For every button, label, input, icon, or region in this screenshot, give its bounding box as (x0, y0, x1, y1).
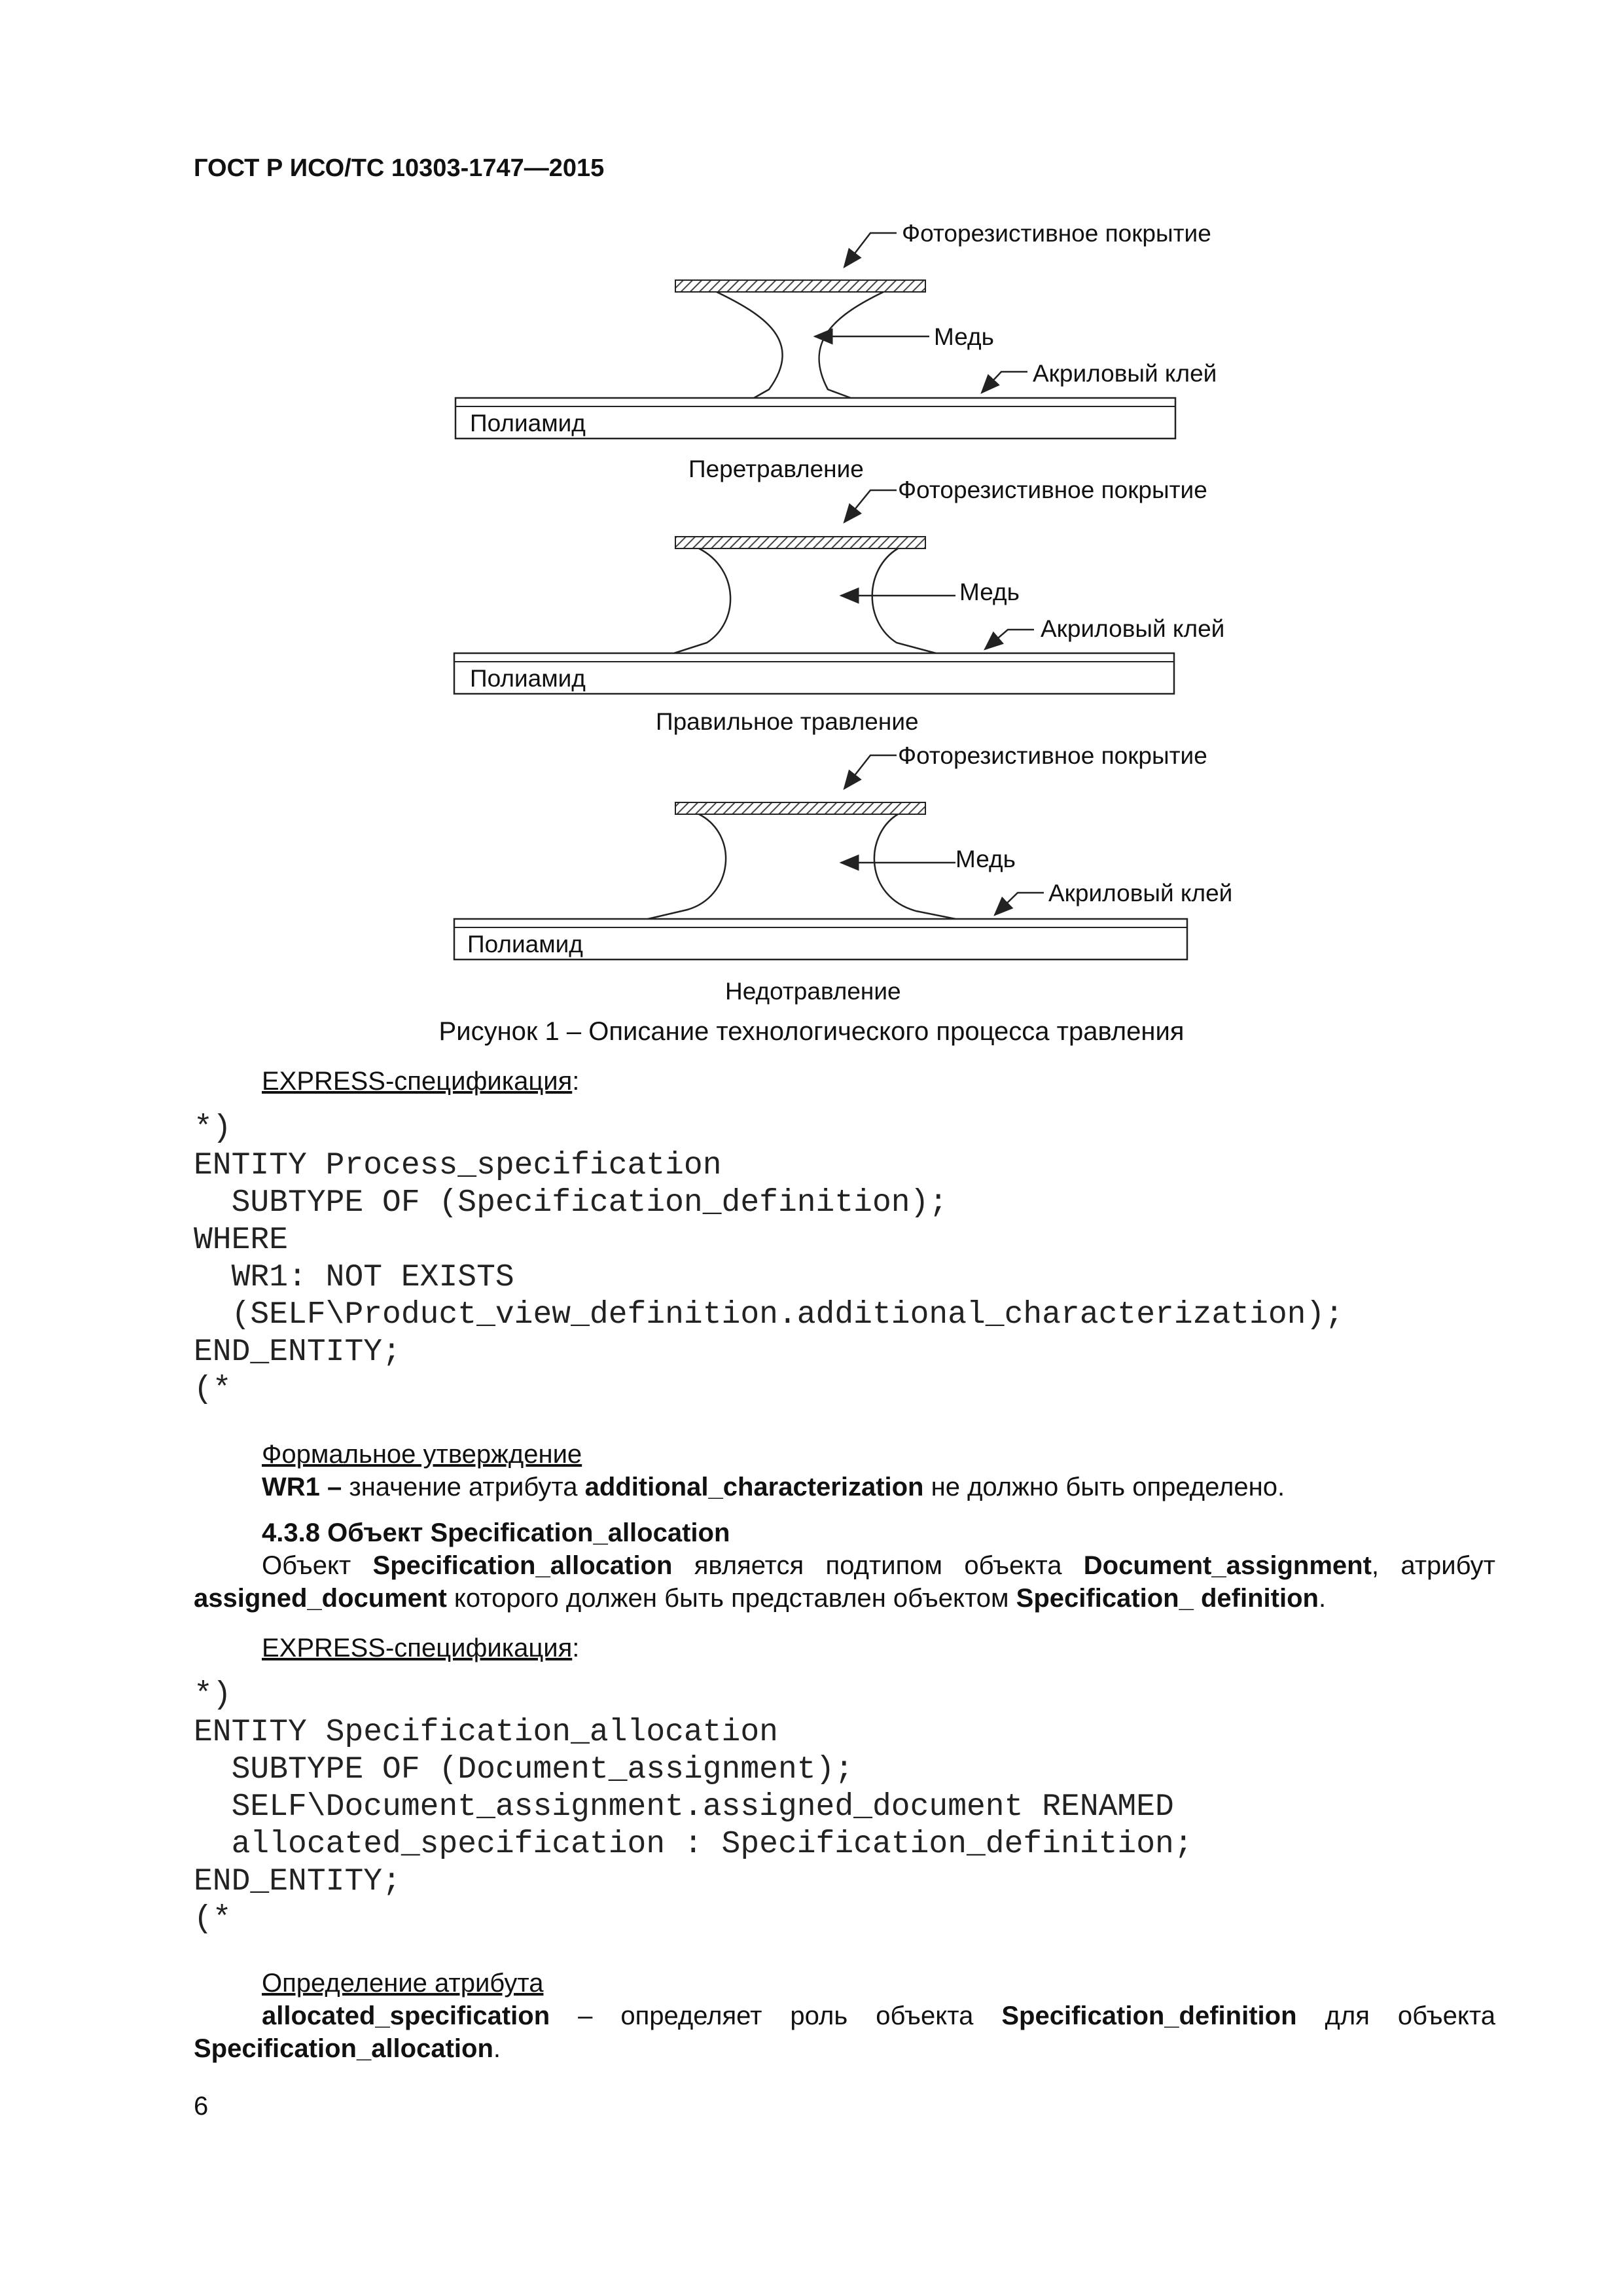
express-heading-2-text: EXPRESS-спецификация (262, 1634, 573, 1662)
figure-caption: Рисунок 1 – Описание технологического процесса травления (438, 1017, 1185, 1046)
section-b4: Specification_ definition (1016, 1584, 1319, 1613)
photoresist-layer (675, 537, 925, 548)
express-heading-1-colon: : (572, 1067, 580, 1096)
express-heading-1 (262, 1066, 579, 1097)
section-t1: Объект (262, 1551, 373, 1580)
panel-overetch (455, 233, 1175, 439)
copper-left-edge (674, 548, 730, 653)
arrow-adhesive (995, 893, 1044, 915)
section-para-line2 (194, 1583, 1326, 1614)
section-heading: 4.3.8 Объект Specification_allocation (262, 1518, 730, 1547)
express-heading-2-colon: : (572, 1634, 580, 1662)
attrdef-t3: . (493, 2034, 501, 2063)
section-t2: является подтипом объекта (672, 1551, 1084, 1580)
label-polyamide-1: Полиамид (470, 410, 586, 437)
section-t4: которого должен быть представлен объектом (446, 1584, 1016, 1613)
rule-attr: additional_characterization (584, 1473, 924, 1501)
arrow-adhesive (985, 630, 1034, 649)
etching-figure (0, 0, 1623, 1021)
attrdef-line1 (262, 2000, 1495, 2032)
arrow-photoresist (844, 755, 897, 789)
panel-correct (454, 490, 1174, 694)
copper-right-edge (872, 548, 936, 653)
attrdef-b1: allocated_specification (262, 2001, 550, 2030)
section-t3: , атрибут (1371, 1551, 1495, 1580)
copper-right-edge (874, 814, 955, 919)
arrow-adhesive (982, 372, 1027, 393)
label-photoresist-1: Фоторезистивное покрытие (902, 220, 1211, 247)
copper-right-edge (819, 292, 883, 398)
section-b3: assigned_document (194, 1584, 447, 1613)
panel-caption-1: Перетравление (688, 456, 864, 482)
label-adhesive-2: Акриловый клей (1041, 615, 1225, 642)
label-polyamide-2: Полиамид (470, 665, 586, 692)
section-b1: Specification_allocation (372, 1551, 673, 1580)
copper-left-edge (648, 814, 726, 919)
copper-left-edge (717, 292, 783, 398)
label-copper-2: Медь (959, 579, 1020, 605)
attrdef-t2: для объекта (1296, 2001, 1495, 2030)
label-copper-1: Медь (934, 323, 994, 350)
attrdef-b2: Specification_definition (1001, 2001, 1297, 2030)
attrdef-line2 (194, 2033, 501, 2064)
page-number: 6 (194, 2092, 209, 2121)
label-photoresist-2: Фоторезистивное покрытие (898, 476, 1207, 503)
label-adhesive-1: Акриловый клей (1033, 360, 1217, 387)
section-t5: . (1318, 1584, 1327, 1613)
panel-underetch (454, 755, 1187, 960)
arrow-photoresist (844, 233, 897, 267)
photoresist-layer (675, 280, 925, 292)
attrdef-t1: – определяет роль объекта (550, 2001, 1002, 2030)
photoresist-layer (675, 802, 925, 814)
standard-header: ГОСТ Р ИСО/ТС 10303-1747—2015 (194, 154, 605, 182)
section-b2: Document_assignment (1083, 1551, 1372, 1580)
rule-text-2: не должно быть определено. (923, 1473, 1285, 1501)
section-para-line1 (262, 1550, 1495, 1581)
attrdef-heading: Определение атрибута (262, 1969, 544, 1998)
arrow-photoresist (844, 490, 897, 522)
attrdef-b3: Specification_allocation (194, 2034, 493, 2063)
express-code-2: *) ENTITY Specification_allocation SUBTYPE OF (Document_assignment); SELF\Document_assignment.assigned_document RENAMED allocated_specification : Specification_definition; END_ENTITY; (* (194, 1677, 1193, 1937)
panel-caption-2: Правильное травление (656, 708, 919, 735)
rule-text-1: значение атрибута (342, 1473, 585, 1501)
label-polyamide-3: Полиамид (467, 931, 583, 958)
panel-caption-3: Недотравление (725, 978, 901, 1005)
express-heading-1-text: EXPRESS-спецификация (262, 1067, 573, 1096)
formal-heading: Формальное утверждение (262, 1440, 582, 1469)
rule-name: WR1 – (262, 1473, 342, 1501)
label-photoresist-3: Фоторезистивное покрытие (898, 742, 1207, 769)
express-heading-2 (262, 1632, 579, 1664)
formal-rule (262, 1471, 1285, 1503)
label-copper-3: Медь (955, 846, 1016, 872)
label-adhesive-3: Акриловый клей (1048, 880, 1233, 906)
express-code-1: *) ENTITY Process_specification SUBTYPE OF (Specification_definition); WHERE WR1: NOT EXISTS (SELF\Product_view_definition.additional_characterization); END_ENTITY; (* (194, 1111, 1344, 1407)
